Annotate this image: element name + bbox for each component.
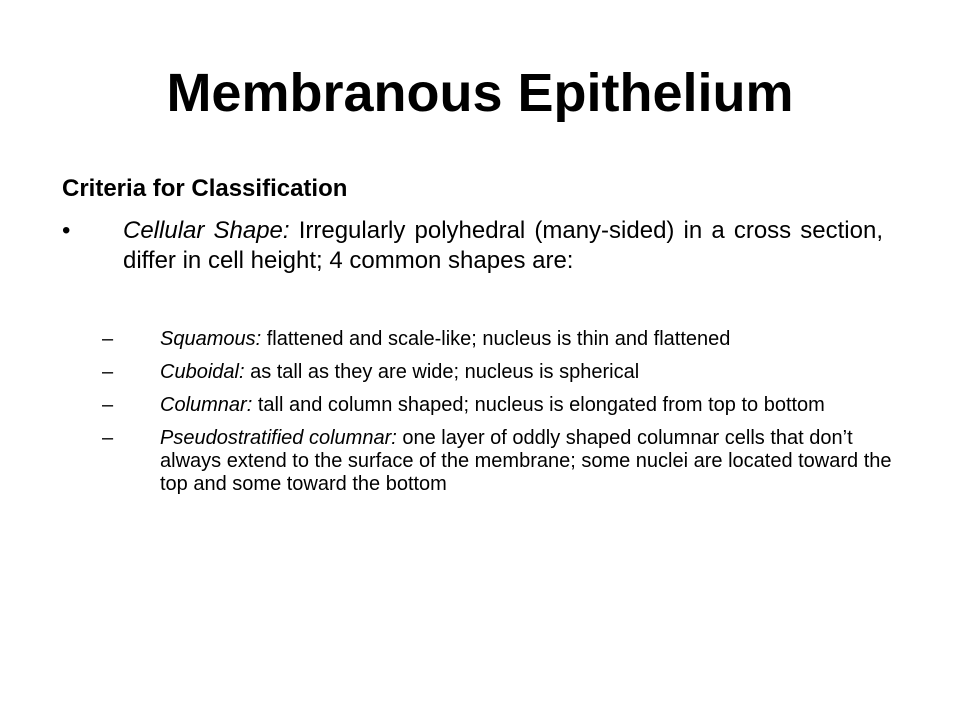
section-heading: Criteria for Classification xyxy=(62,175,348,202)
sub-item-term: Pseudostratified columnar: xyxy=(160,427,397,449)
sub-item-description: one layer of oddly shaped columnar cells that don’t always extend to the surface of the membrane; some nuclei are located toward the top and some toward the bottom xyxy=(160,427,892,495)
sub-item-cuboidal xyxy=(102,361,902,384)
sub-item-description: tall and column shaped; nucleus is elongated from top to bottom xyxy=(252,394,825,416)
sub-item-text xyxy=(160,361,900,384)
bullet-description: Irregularly polyhedral (many-sided) in a cross section, differ in cell height; 4 common shapes are: xyxy=(123,217,883,274)
dash-marker: – xyxy=(102,427,114,449)
sub-item-text xyxy=(160,394,900,417)
sub-item-columnar xyxy=(102,394,902,417)
bullet-text xyxy=(123,216,883,276)
sub-item-description: flattened and scale-like; nucleus is thin and flattened xyxy=(261,328,731,350)
shape-sub-list xyxy=(102,328,902,506)
slide-title: Membranous Epithelium xyxy=(166,63,794,123)
sub-item-squamous xyxy=(102,328,902,351)
bullet-item-cellular-shape xyxy=(62,216,902,276)
sub-item-term: Squamous: xyxy=(160,328,262,350)
bullet-marker: • xyxy=(62,217,71,244)
sub-item-pseudostratified-columnar xyxy=(102,427,902,496)
sub-item-term: Columnar: xyxy=(160,394,253,416)
sub-item-text xyxy=(160,427,900,496)
sub-item-description: as tall as they are wide; nucleus is spherical xyxy=(244,361,640,383)
bullet-term: Cellular Shape: xyxy=(123,217,290,244)
sub-item-text xyxy=(160,328,900,351)
sub-item-term: Cuboidal: xyxy=(160,361,245,383)
dash-marker: – xyxy=(102,361,114,383)
dash-marker: – xyxy=(102,328,114,350)
dash-marker: – xyxy=(102,394,114,416)
